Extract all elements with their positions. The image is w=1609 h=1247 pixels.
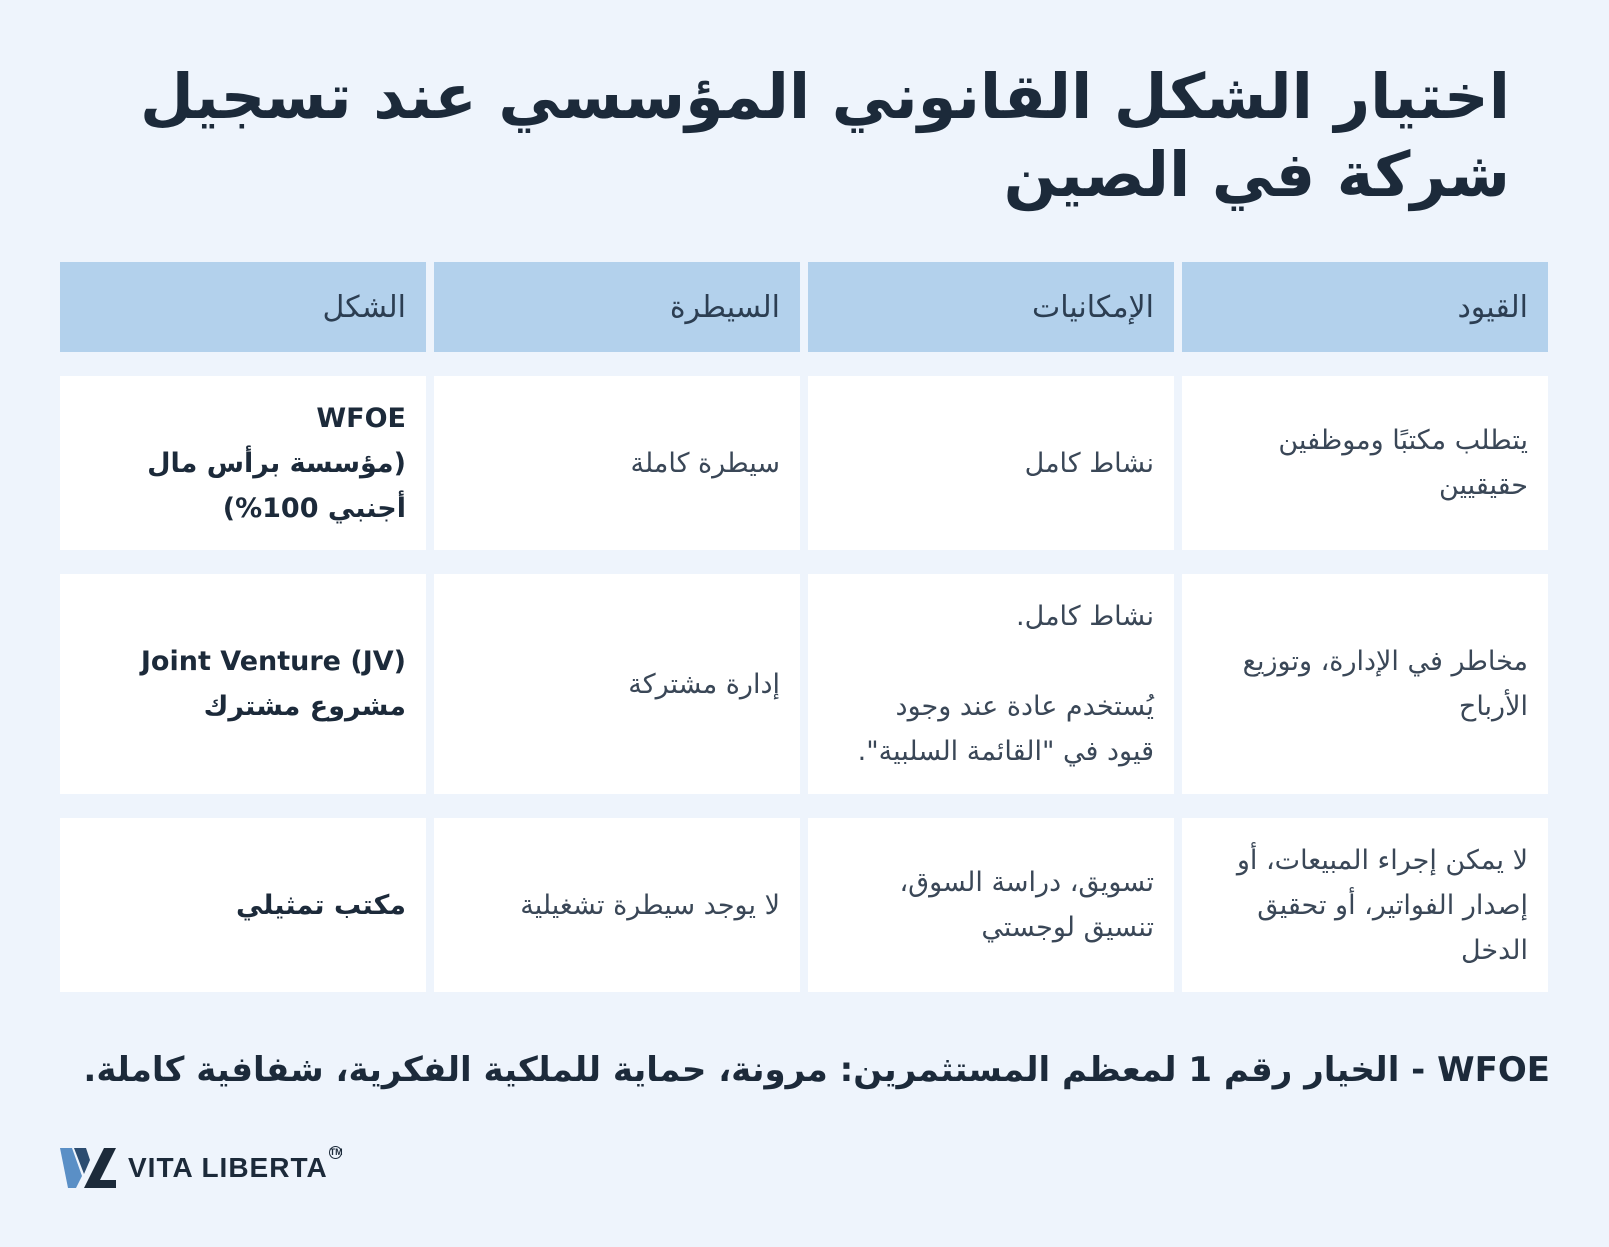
trademark-icon: TM — [329, 1147, 343, 1157]
table-row-2-form — [60, 574, 426, 794]
comparison-table — [60, 262, 1550, 992]
cell-line: نشاط كامل. — [1016, 601, 1154, 632]
cell-line: يتطلب مكتبًا وموظفين — [1278, 425, 1528, 456]
page-title: اختيار الشكل القانوني المؤسسي عند تسجيل شركة في الصين — [140, 60, 1510, 211]
cell-line: سيطرة كاملة — [630, 447, 780, 479]
cell-line: Joint Venture (JV) — [140, 646, 406, 677]
table-row-3-capabilities — [808, 818, 1174, 992]
cell-spacer — [828, 639, 1154, 684]
cell-line: إدارة مشتركة — [628, 668, 780, 700]
cell-line: حقيقيين — [1438, 470, 1528, 501]
cell-line: الدخل — [1460, 934, 1528, 966]
table-row-2-capabilities — [808, 574, 1174, 794]
logo-text — [128, 1147, 343, 1184]
cell-line: WFOE — [316, 402, 406, 434]
cell-line: لا يوجد سيطرة تشغيلية — [520, 889, 780, 921]
logo-wordmark: VITA LIBERTA — [128, 1152, 328, 1183]
cell-line: أجنبي 100%) — [222, 492, 406, 524]
cell-line: إصدار الفواتير، أو تحقيق — [1257, 889, 1528, 921]
brand-logo — [60, 1146, 343, 1190]
cell-line: مخاطر في الإدارة، وتوزيع — [1242, 646, 1528, 677]
table-row-1-capabilities — [808, 376, 1174, 550]
cell-line: مكتب تمثيلي — [235, 889, 406, 921]
header-restrictions: القيود — [1182, 262, 1548, 352]
header-capabilities: الإمكانيات — [808, 262, 1174, 352]
table-row-1-restrictions — [1182, 376, 1548, 550]
table-row-3-form — [60, 818, 426, 992]
cell-line: نشاط كامل — [1024, 447, 1154, 479]
cell-line: الأرباح — [1458, 691, 1528, 722]
cell-line: تسويق، دراسة السوق، — [899, 867, 1154, 898]
table-row-3-restrictions — [1182, 818, 1548, 992]
cell-line: قيود في "القائمة السلبية". — [857, 736, 1154, 767]
table-row-2-restrictions — [1182, 574, 1548, 794]
cell-line: تنسيق لوجستي — [981, 912, 1154, 943]
header-control: السيطرة — [434, 262, 800, 352]
summary-note: WFOE - الخيار رقم 1 لمعظم المستثمرين: مرونة، حماية للملكية الفكرية، شفافية كاملة. — [83, 1050, 1550, 1090]
header-form: الشكل — [60, 262, 426, 352]
cell-line: يُستخدم عادة عند وجود — [895, 691, 1154, 722]
cell-line: مشروع مشترك — [203, 691, 406, 722]
cell-line: لا يمكن إجراء المبيعات، أو — [1236, 844, 1528, 876]
vita-liberta-logo-icon — [60, 1146, 116, 1190]
cell-line: (مؤسسة برأس مال — [147, 447, 406, 479]
table-row-2-control — [434, 574, 800, 794]
table-row-1-form — [60, 376, 426, 550]
table-row-3-control — [434, 818, 800, 992]
table-row-1-control — [434, 376, 800, 550]
